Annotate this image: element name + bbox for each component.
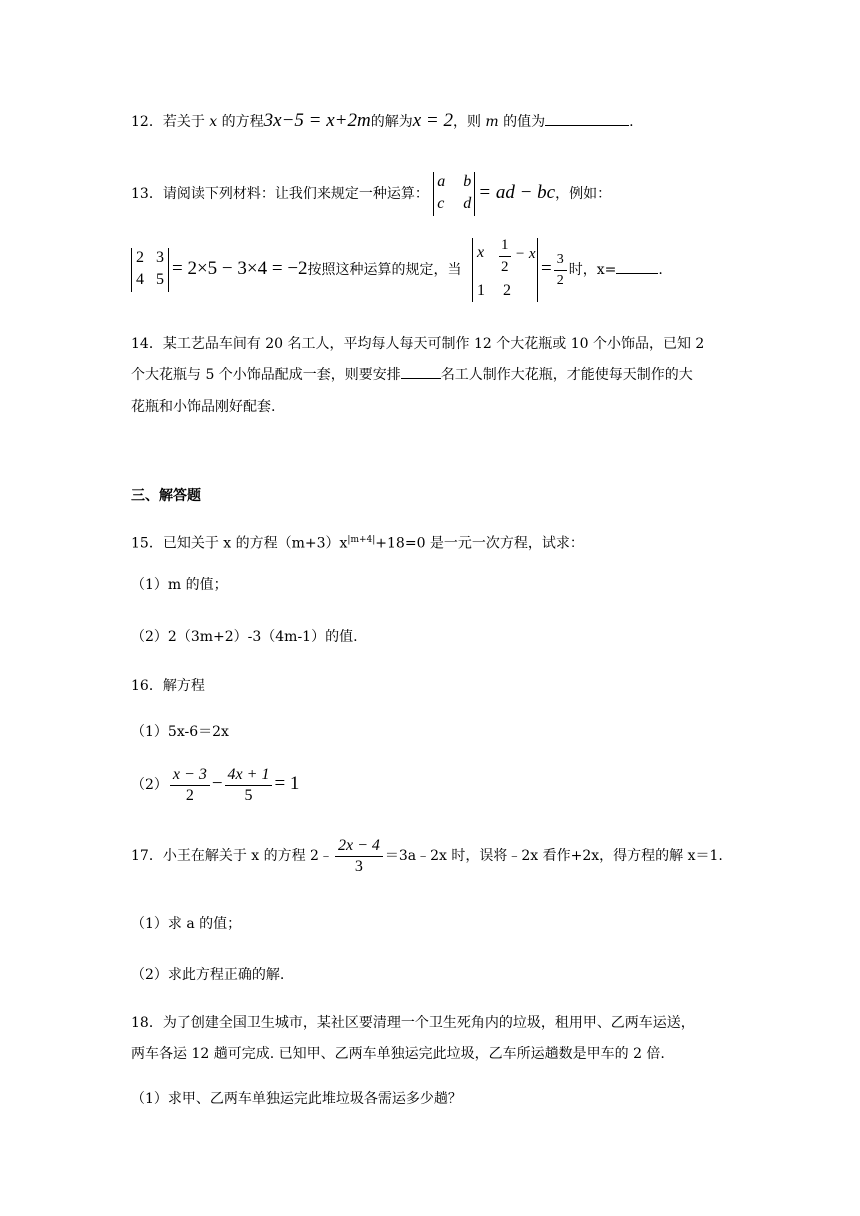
question-18-line-1: 18．为了创建全国卫生城市，某社区要清理一个卫生死角内的垃圾，租用甲、乙两车运送， bbox=[131, 1015, 695, 1031]
question-16-part-1: （1）5x-6＝2x bbox=[131, 724, 229, 740]
question-17-part-2: （2）求此方程正确的解. bbox=[131, 967, 285, 983]
question-13-example: 2 3 4 5 = 2×5 − 3×4 = −2按照这种运算的规定，当 x 1 2 − x 1 2 = $\frac{3}{2}$ 时，x= . bbox=[131, 238, 663, 302]
answer-blank[interactable] bbox=[401, 364, 441, 379]
answer-blank[interactable] bbox=[616, 259, 658, 274]
section-heading: 三、解答题 bbox=[131, 488, 201, 504]
question-16-title: 16．解方程 bbox=[131, 678, 205, 694]
question-17-part-1: （1）求 a 的值； bbox=[131, 916, 242, 932]
fraction: $\frac{2x - 4}{3}$ bbox=[335, 836, 383, 877]
question-16-part-2: （2） $\frac{x - 3}{2}$ − $\frac{4x + 1}{5}$ = 1 bbox=[131, 765, 300, 804]
question-14-line-2: 个大花瓶与 5 个小饰品配成一套，则要安排 名工人制作大花瓶，才能使每天制作的大 bbox=[131, 364, 693, 386]
determinant-rule: = ad − bc bbox=[478, 182, 556, 203]
determinant-definition: a b c d bbox=[433, 172, 475, 216]
question-14-line-3: 花瓶和小饰品刚好配套. bbox=[131, 399, 276, 415]
question-12: 12．若关于 x 的方程3x−5 = x+2m的解为x = 2，则 m 的值为 . bbox=[131, 110, 634, 131]
solution: x = 2 bbox=[412, 110, 453, 131]
question-15-part-1: （1）m 的值； bbox=[131, 577, 228, 593]
question-17: 17．小王在解关于 x 的方程 2﹣ $\frac{2x - 4}{3}$ ＝3a﹣2x 时，误将﹣2x 看作+2x，得方程的解 x＝1. bbox=[131, 836, 723, 875]
question-14-line-1: 14．某工艺品车间有 20 名工人，平均每人每天可制作 12 个大花瓶或 10 个小饰品，已知 2 bbox=[131, 336, 705, 352]
question-18-line-2: 两车各运 12 趟可完成. 已知甲、乙两车单独运完此垃圾，乙车所运趟数是甲车的 2 倍. bbox=[131, 1046, 665, 1062]
example-determinant: 2 3 4 5 bbox=[131, 248, 169, 292]
question-15: 15．已知关于 x 的方程$(m+3)x^{|m+4|}+18=0$ 是一元一次方程，试求： bbox=[131, 535, 584, 552]
fraction-three-halves: $\frac{3}{2}$ bbox=[554, 250, 567, 291]
fraction-2: $\frac{4x + 1}{5}$ bbox=[225, 765, 273, 806]
answer-blank[interactable] bbox=[545, 111, 629, 126]
equation: 3x−5 = x+2m bbox=[263, 110, 371, 131]
question-13: 13．请阅读下列材料：让我们来规定一种运算： a b c d = ad − bc，例如： bbox=[131, 172, 611, 216]
fraction-1: $\frac{x - 3}{2}$ bbox=[170, 765, 210, 806]
question-15-part-2: （2）2（3m+2）-3（4m-1）的值. bbox=[131, 629, 358, 645]
question-18-part-1: （1）求甲、乙两车单独运完此堆垃圾各需运多少趟？ bbox=[131, 1091, 462, 1107]
question-number: 12． bbox=[131, 114, 163, 130]
question-number: 13． bbox=[131, 186, 163, 202]
example-result: = 2×5 − 3×4 = −2 bbox=[172, 258, 308, 279]
condition-determinant: x 1 2 − x 1 2 bbox=[472, 238, 538, 302]
